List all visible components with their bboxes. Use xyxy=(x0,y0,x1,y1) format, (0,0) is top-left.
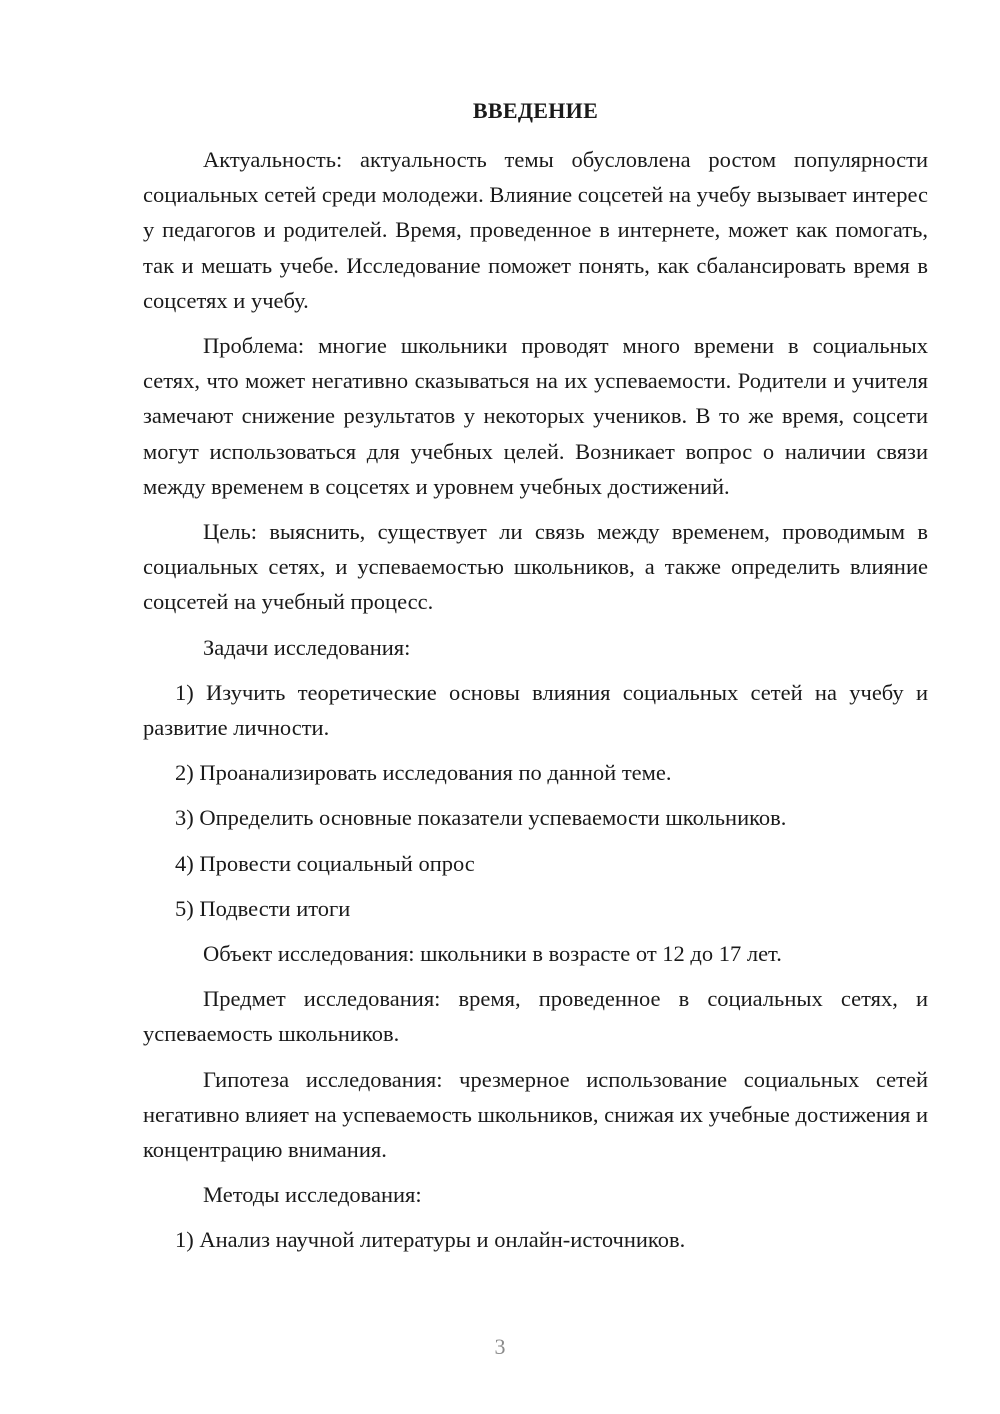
task-item-1: 1) Изучить теоретические основы влияния социальных сетей на учебу и развитие личности. xyxy=(143,679,928,741)
page-title: ВВЕДЕНИЕ xyxy=(472,98,599,123)
tasks-heading: Задачи исследования: xyxy=(203,634,411,660)
task-item-5: 5) Подвести итоги xyxy=(175,895,351,921)
relevance-paragraph: Актуальность: актуальность темы обусловлена ростом популярности социальных сетей среди молодежи. Влияние соцсетей на учебу вызывает интерес у педагогов и родителей. Время, проведенное в интернете, может как помогать, так и мешать учебе. Исследование поможет понять, как сбалансировать время в соцсетях и учебу. xyxy=(143,147,928,313)
problem-paragraph: Проблема: многие школьники проводят много времени в социальных сетях, что может негативно сказываться на их успеваемости. Родители и учителя замечают снижение результатов у некоторых учеников. В то же время, соцсети могут использоваться для учебных целей. Возникает вопрос о наличии связи между временем в соцсетях и уровнем учебных достижений. xyxy=(143,333,928,499)
document-page xyxy=(143,96,928,1268)
task-item-3: 3) Определить основные показатели успеваемости школьников. xyxy=(175,805,787,831)
methods-heading: Методы исследования: xyxy=(203,1182,422,1208)
hypothesis-paragraph: Гипотеза исследования: чрезмерное использование социальных сетей негативно влияет на успеваемость школьников, снижая их учебные достижения и концентрацию внимания. xyxy=(143,1066,928,1163)
subject-paragraph: Предмет исследования: время, проведенное в социальных сетях, и успеваемость школьников. xyxy=(143,986,928,1047)
object-paragraph: Объект исследования: школьники в возрасте от 12 до 17 лет. xyxy=(203,941,782,967)
task-item-2: 2) Проанализировать исследования по данной теме. xyxy=(175,760,672,786)
goal-paragraph: Цель: выяснить, существует ли связь между временем, проводимым в социальных сетях, и успеваемостью школьников, а также определить влияние соцсетей на учебный процесс. xyxy=(143,519,928,615)
task-item-4: 4) Провести социальный опрос xyxy=(175,850,475,876)
method-item-1: 1) Анализ научной литературы и онлайн-источников. xyxy=(175,1227,686,1253)
page-number: 3 xyxy=(494,1334,506,1359)
